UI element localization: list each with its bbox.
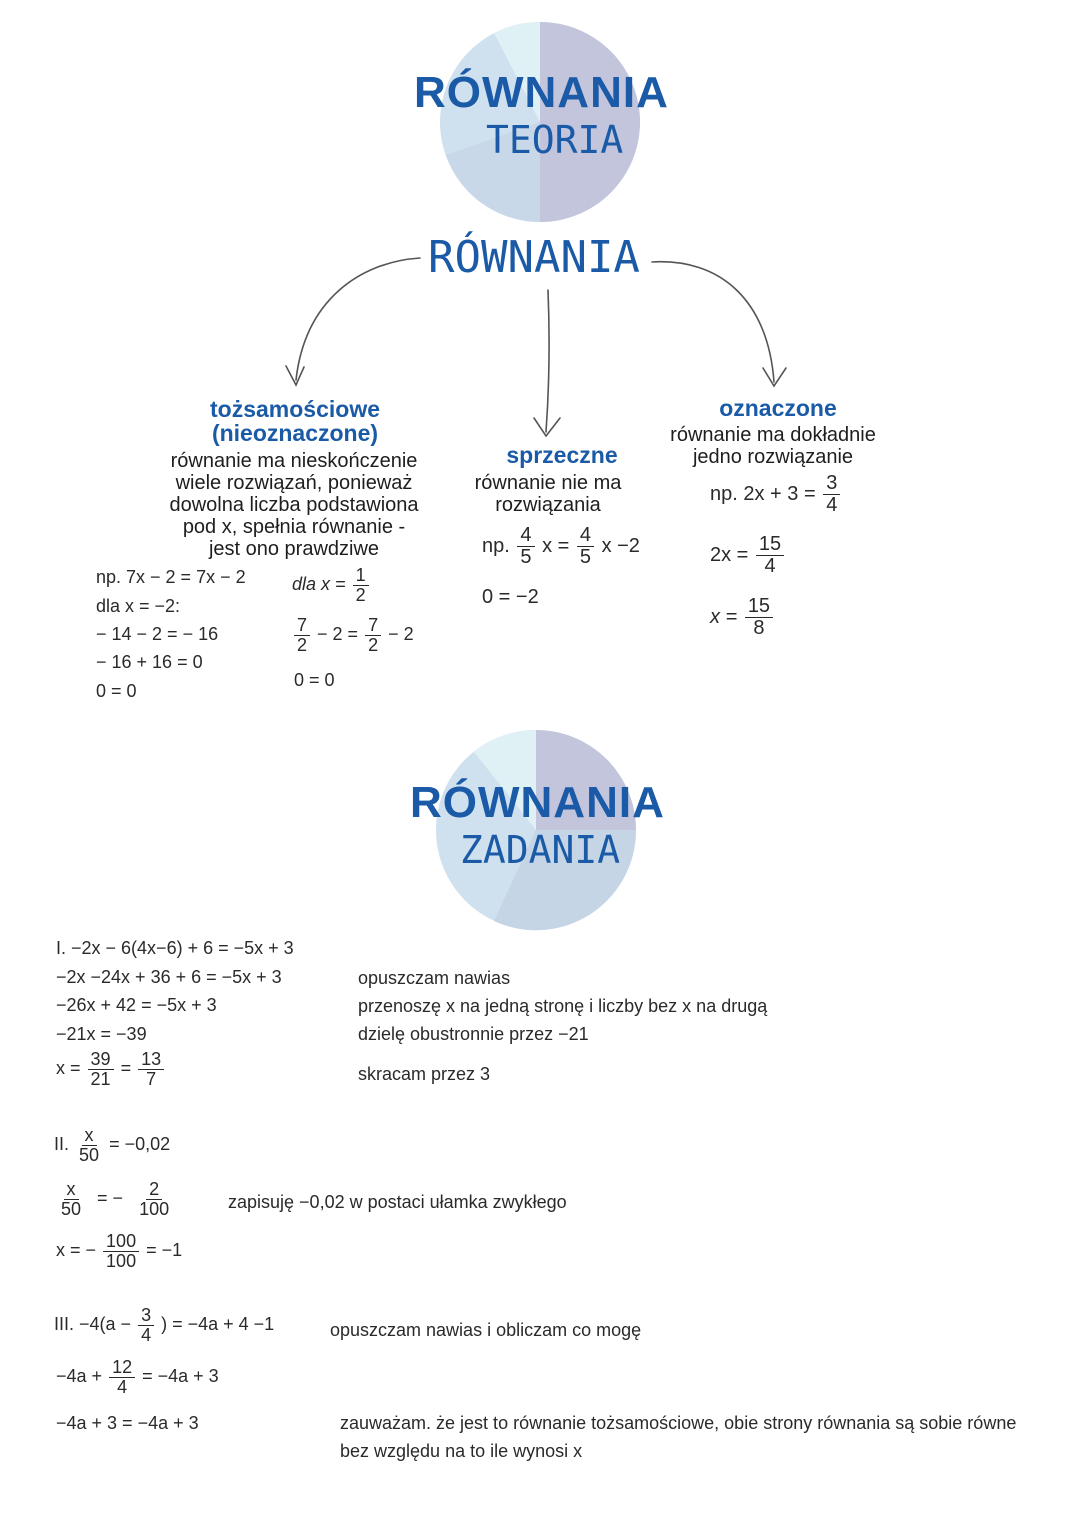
x-equals: x = xyxy=(542,534,570,557)
task3-line-1 xyxy=(54,1306,274,1345)
fraction-denominator: 100 xyxy=(139,1198,170,1219)
fraction-39-21 xyxy=(88,1050,114,1089)
task3-line-3: −4a + 3 = −4a + 3 xyxy=(56,1413,199,1433)
task1-line-5 xyxy=(56,1050,166,1089)
task1-note-2: przenoszę x na jedną stronę i liczby bez x na drugą xyxy=(358,996,768,1016)
three-quarters-fraction xyxy=(823,473,840,516)
task3-l2a: −4a + xyxy=(56,1366,103,1387)
category-tozsamosciowe-desc-1: równanie ma nieskończenie xyxy=(170,450,418,472)
task3-note-2: zauważam. że jest to równanie tożsamościowe, obie strony równania są sobie równe xyxy=(340,1413,1017,1433)
half-fraction xyxy=(353,566,369,605)
minus-two-equals: − 2 = xyxy=(317,624,359,645)
category-tozsamosciowe-subtitle: (nieoznaczone) xyxy=(211,420,379,446)
tozsamosciowe-example-step-1: − 14 − 2 = − 16 xyxy=(96,624,219,644)
fraction-denominator: 5 xyxy=(579,546,591,568)
fraction-denominator: 4 xyxy=(117,1376,128,1397)
tasks-header-title: RÓWNANIA xyxy=(410,778,665,827)
fraction-numerator: x xyxy=(82,1126,97,1146)
task1-line-3: −26x + 42 = −5x + 3 xyxy=(56,995,217,1015)
category-oznaczone-title: oznaczone xyxy=(719,395,837,421)
seven-halves-fraction xyxy=(294,616,310,655)
fraction-numerator: 4 xyxy=(577,525,594,547)
fraction-denominator: 5 xyxy=(520,546,532,568)
task2-line-1 xyxy=(54,1126,170,1165)
task1-line-1: I. −2x − 6(4x−6) + 6 = −5x + 3 xyxy=(56,938,294,958)
x-equals: x = xyxy=(710,605,738,628)
equals: = xyxy=(120,1058,132,1079)
task1-note-1: opuszczam nawias xyxy=(358,968,511,988)
task1-note-4: skracam przez 3 xyxy=(358,1064,491,1084)
fraction-numerator: 15 xyxy=(756,534,784,556)
sprzeczne-example-equation xyxy=(482,525,640,568)
fraction-denominator: 4 xyxy=(826,494,838,516)
fraction-numerator: 100 xyxy=(103,1232,139,1252)
task3-line-2 xyxy=(56,1358,219,1397)
task1-note-3: dzielę obustronnie przez −21 xyxy=(358,1024,589,1044)
oznaczone-example-step xyxy=(710,534,786,577)
fifteen-quarters-fraction xyxy=(756,534,784,577)
fraction-3-4 xyxy=(138,1306,154,1345)
fraction-denominator: 4 xyxy=(764,555,776,577)
four-fifths-fraction xyxy=(577,525,594,568)
category-tozsamosciowe-desc-3: dowolna liczba podstawiona xyxy=(169,494,419,516)
tozsamosciowe-example-equation: np. 7x − 2 = 7x − 2 xyxy=(96,567,246,587)
task1-line-4: −21x = −39 xyxy=(56,1024,147,1044)
x-equals-minus: x = − xyxy=(56,1240,97,1261)
np-equation: np. 2x + 3 = xyxy=(710,482,816,505)
fraction-13-7 xyxy=(138,1050,164,1089)
task3-pre: III. −4(a − xyxy=(54,1314,132,1335)
fraction-numerator: 7 xyxy=(294,616,310,636)
category-sprzeczne-desc-1: równanie nie ma xyxy=(474,472,622,494)
fraction-x-50 xyxy=(76,1126,102,1165)
fraction-numerator: 3 xyxy=(138,1306,154,1326)
task2-line-2 xyxy=(56,1180,174,1219)
fraction-denominator: 8 xyxy=(753,617,765,639)
x-minus-two: x −2 xyxy=(601,534,640,557)
fraction-denominator: 50 xyxy=(79,1144,100,1165)
fraction-numerator: 13 xyxy=(138,1050,164,1070)
task3-l2b: = −4a + 3 xyxy=(142,1366,219,1387)
theory-header-title: RÓWNANIA xyxy=(414,68,669,117)
task2-note: zapisuję −0,02 w postaci ułamka zwykłego xyxy=(228,1192,567,1212)
tozsamosciowe-example2-result: 0 = 0 xyxy=(294,670,335,690)
oznaczone-example-equation xyxy=(710,473,842,516)
fraction-100-100 xyxy=(103,1232,139,1271)
category-sprzeczne-title: sprzeczne xyxy=(506,442,618,468)
category-oznaczone-desc-2: jedno rozwiązanie xyxy=(692,446,854,468)
minus-two: − 2 xyxy=(388,624,414,645)
fraction-numerator: 2 xyxy=(146,1180,162,1200)
rhs: = −0,02 xyxy=(109,1134,171,1155)
theory-header-subtitle: TEORIA xyxy=(486,118,624,162)
fraction-denominator: 50 xyxy=(61,1198,82,1219)
four-fifths-fraction xyxy=(517,525,534,568)
task2-label: II. xyxy=(54,1134,70,1155)
seven-halves-fraction xyxy=(365,616,381,655)
task3-note-1: opuszczam nawias i obliczam co mogę xyxy=(330,1320,642,1340)
fraction-numerator: 3 xyxy=(823,473,840,495)
category-sprzeczne-desc-2: rozwiązania xyxy=(495,494,601,516)
fraction-2-100 xyxy=(136,1180,172,1219)
tozsamosciowe-example2-step xyxy=(292,616,414,655)
task3-note-3: bez względu na to ile wynosi x xyxy=(340,1441,583,1461)
category-oznaczone-desc-1: równanie ma dokładnie xyxy=(670,424,876,446)
dla-label: dla x = xyxy=(292,574,346,595)
category-tozsamosciowe-desc-5: jest ono prawdziwe xyxy=(208,538,380,560)
tasks-header-subtitle: ZADANIA xyxy=(460,828,621,872)
fraction-denominator: 4 xyxy=(141,1324,152,1345)
fraction-denominator: 100 xyxy=(106,1250,137,1271)
category-tozsamosciowe-desc-2: wiele rozwiązań, ponieważ xyxy=(175,472,413,494)
equals-minus-one: = −1 xyxy=(146,1240,183,1261)
fraction-denominator: 7 xyxy=(146,1068,157,1089)
tozsamosciowe-example2-dla xyxy=(292,566,371,605)
sprzeczne-example-result: 0 = −2 xyxy=(482,586,539,608)
fraction-numerator: 15 xyxy=(745,596,773,618)
task1-line-2: −2x −24x + 36 + 6 = −5x + 3 xyxy=(56,967,282,987)
fraction-denominator: 2 xyxy=(297,634,308,655)
fraction-denominator: 2 xyxy=(355,584,366,605)
tozsamosciowe-example-step-2: − 16 + 16 = 0 xyxy=(96,652,203,672)
fraction-12-4 xyxy=(109,1358,135,1397)
np-label: np. xyxy=(482,534,510,557)
fraction-x-50 xyxy=(58,1180,84,1219)
fraction-numerator: 12 xyxy=(109,1358,135,1378)
fraction-numerator: x xyxy=(64,1180,79,1200)
fifteen-eighths-fraction xyxy=(745,596,773,639)
two-x-equals: 2x = xyxy=(710,543,749,566)
fraction-denominator: 21 xyxy=(90,1068,111,1089)
mindmap-root: RÓWNANIA xyxy=(428,232,640,283)
category-tozsamosciowe-title: tożsamościowe xyxy=(210,396,380,422)
oznaczone-example-result xyxy=(710,596,775,639)
task3-post: ) = −4a + 4 −1 xyxy=(161,1314,275,1335)
equals-minus: = − xyxy=(97,1188,124,1209)
fraction-numerator: 39 xyxy=(88,1050,114,1070)
fraction-numerator: 4 xyxy=(517,525,534,547)
fraction-numerator: 7 xyxy=(365,616,381,636)
mindmap-arrows xyxy=(0,0,1080,460)
task2-line-3 xyxy=(56,1232,182,1271)
tozsamosciowe-example-dla: dla x = −2: xyxy=(96,596,181,616)
x-equals: x = xyxy=(56,1058,81,1079)
fraction-numerator: 1 xyxy=(353,566,369,586)
category-tozsamosciowe-desc-4: pod x, spełnia równanie - xyxy=(182,516,406,538)
fraction-denominator: 2 xyxy=(368,634,379,655)
tozsamosciowe-example-step-3: 0 = 0 xyxy=(96,681,137,701)
